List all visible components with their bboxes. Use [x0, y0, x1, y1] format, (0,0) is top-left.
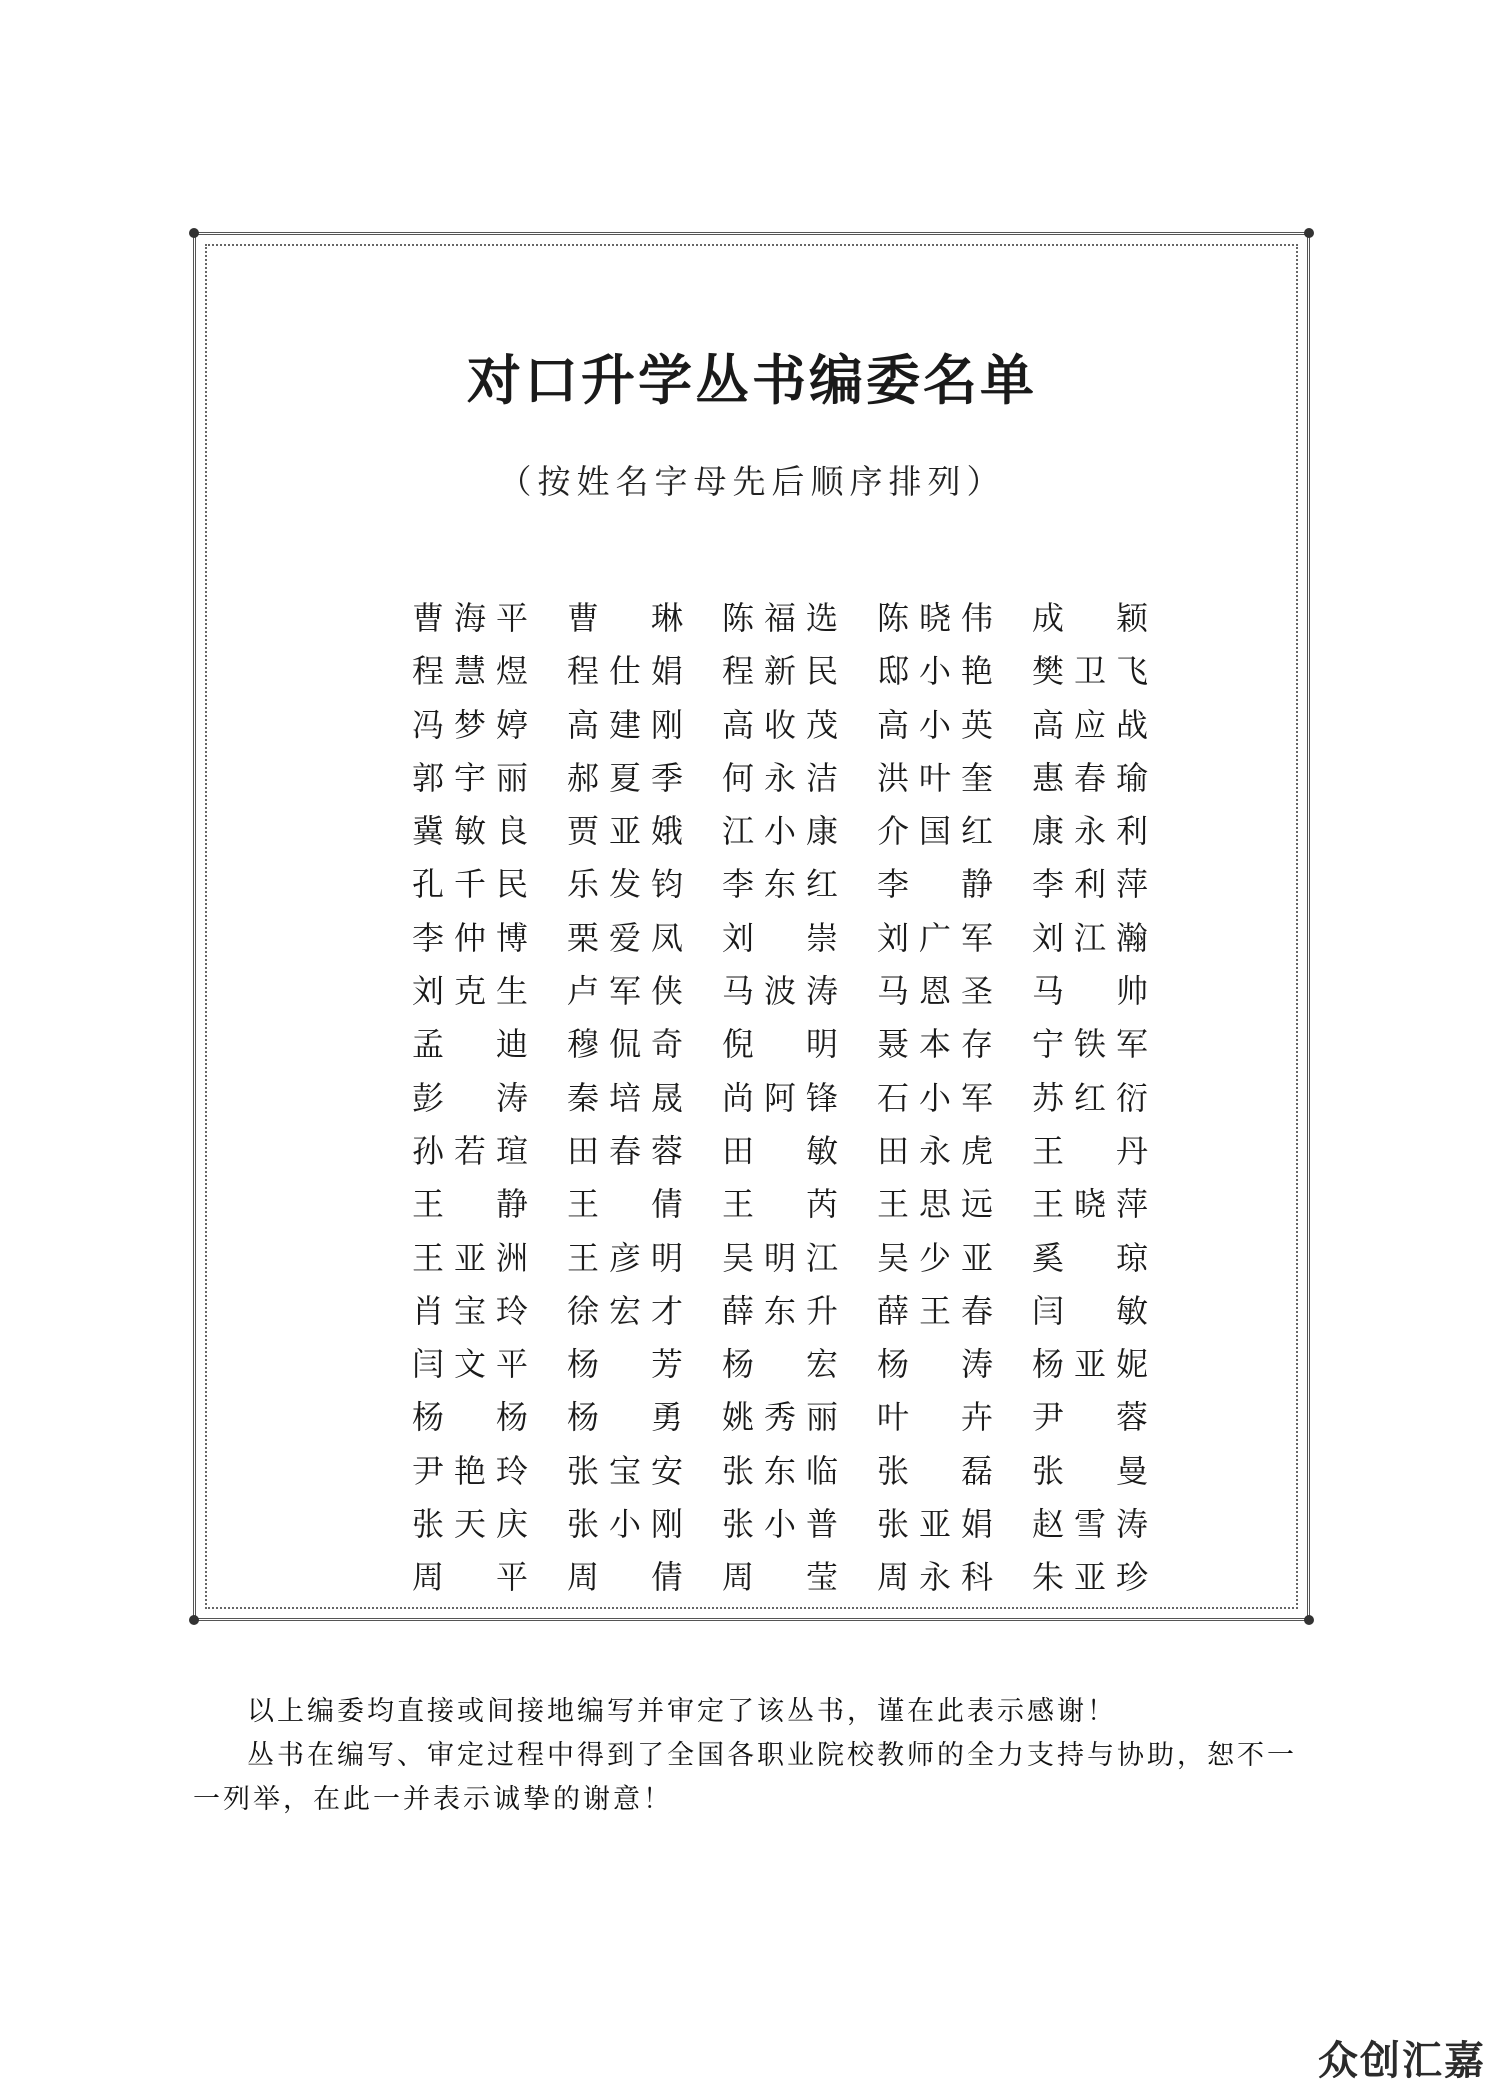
board-member-name: 赵 雪 涛 — [1032, 1505, 1148, 1544]
board-member-name: 卢 军 侠 — [567, 972, 683, 1011]
board-member-name: 薛 东 升 — [722, 1291, 838, 1330]
board-member-name: 苏 红 衍 — [1032, 1078, 1148, 1117]
board-member-name: 郝 夏 季 — [567, 758, 683, 797]
board-member-name: 闫 敏 — [1032, 1291, 1148, 1330]
board-member-name: 张 曼 — [1032, 1451, 1148, 1490]
board-member-name: 陈 晓 伟 — [877, 599, 993, 637]
board-member-name: 穆 侃 奇 — [567, 1025, 683, 1064]
board-member-name: 姚 秀 丽 — [722, 1398, 838, 1437]
board-member-name: 倪 明 — [722, 1025, 838, 1064]
board-member-name: 徐 宏 才 — [567, 1291, 683, 1330]
board-member-name: 王 丹 — [1032, 1131, 1148, 1170]
board-member-name: 薛 王 春 — [877, 1291, 993, 1330]
board-member-name: 杨 宏 — [722, 1345, 838, 1384]
board-member-name: 孙 若 瑄 — [412, 1131, 528, 1170]
board-member-name: 聂 本 存 — [877, 1025, 993, 1064]
board-member-name: 冯 梦 婷 — [412, 705, 528, 744]
board-member-name: 王 芮 — [722, 1185, 838, 1224]
board-member-name: 康 永 利 — [1032, 812, 1148, 851]
board-member-name: 程 仕 娟 — [567, 652, 683, 691]
board-member-name: 程 新 民 — [722, 652, 838, 691]
board-member-name: 高 应 战 — [1032, 705, 1148, 744]
board-member-name: 郭 宇 丽 — [412, 758, 528, 797]
board-member-name: 杨 杨 — [412, 1398, 528, 1437]
board-member-name: 张 磊 — [877, 1451, 993, 1490]
board-member-name: 闫 文 平 — [412, 1345, 528, 1384]
frame-corner-ornament — [189, 228, 199, 238]
board-member-name: 李 东 红 — [722, 865, 838, 904]
board-member-name: 杨 亚 妮 — [1032, 1345, 1148, 1384]
board-member-name: 周 平 — [412, 1558, 528, 1597]
board-member-name: 栗 爱 凤 — [567, 918, 683, 957]
board-member-name: 刘 广 军 — [877, 918, 993, 957]
board-member-name: 张 小 普 — [722, 1505, 838, 1544]
acknowledgement-paragraph-2: 丛书在编写、审定过程中得到了全国各职业院校教师的全力支持与协助，恕不一一列举，在此一并表示诚挚的谢意！ — [193, 1740, 1297, 1815]
board-member-name: 邸 小 艳 — [877, 652, 993, 691]
board-member-name: 王 思 远 — [877, 1185, 993, 1224]
board-member-name: 陈 福 选 — [722, 599, 838, 637]
board-member-name: 樊 卫 飞 — [1032, 652, 1148, 691]
board-member-name: 周 莹 — [722, 1558, 838, 1597]
board-member-name: 王 彦 明 — [567, 1238, 683, 1277]
board-member-name: 高 收 茂 — [722, 705, 838, 744]
board-member-name: 田 春 蓉 — [567, 1131, 683, 1170]
page-subtitle: （按姓名字母先后顺序排列） — [498, 462, 1006, 501]
board-member-name: 周 倩 — [567, 1558, 683, 1597]
board-member-name: 田 敏 — [722, 1131, 838, 1170]
board-member-name: 宁 铁 军 — [1032, 1025, 1148, 1064]
board-member-name: 李 仲 博 — [412, 918, 528, 957]
board-member-name: 彭 涛 — [412, 1078, 528, 1117]
frame-corner-ornament — [1304, 1615, 1314, 1625]
board-member-name: 刘 江 瀚 — [1032, 918, 1148, 957]
board-member-name: 杨 芳 — [567, 1345, 683, 1384]
board-member-name: 张 亚 娟 — [877, 1505, 993, 1544]
board-member-name: 张 宝 安 — [567, 1451, 683, 1490]
frame-corner-ornament — [1304, 228, 1314, 238]
publisher-watermark: 众创汇嘉 — [1318, 2038, 1486, 2084]
board-member-name: 介 国 红 — [877, 812, 993, 851]
board-member-name: 张 东 临 — [722, 1451, 838, 1490]
acknowledgement-paragraph-1: 以上编委均直接或间接地编写并审定了该丛书，谨在此表示感谢！ — [247, 1696, 1117, 1727]
board-member-name: 贾 亚 娥 — [567, 812, 683, 851]
board-member-name: 刘 崇 — [722, 918, 838, 957]
board-member-name: 孟 迪 — [412, 1025, 528, 1064]
board-member-name: 田 永 虎 — [877, 1131, 993, 1170]
board-member-name: 杨 勇 — [567, 1398, 683, 1437]
board-member-name: 乐 发 钧 — [567, 865, 683, 904]
board-member-name: 杨 涛 — [877, 1345, 993, 1384]
board-member-name: 江 小 康 — [722, 812, 838, 851]
board-member-name: 孔 千 民 — [412, 865, 528, 904]
board-member-name: 马 恩 圣 — [877, 972, 993, 1011]
board-member-name: 石 小 军 — [877, 1078, 993, 1117]
board-member-name: 秦 培 晟 — [567, 1078, 683, 1117]
board-member-name: 成 颖 — [1032, 599, 1148, 637]
board-member-name: 王 倩 — [567, 1185, 683, 1224]
board-member-name: 肖 宝 玲 — [412, 1291, 528, 1330]
board-member-name: 高 建 刚 — [567, 705, 683, 744]
board-member-name: 吴 明 江 — [722, 1238, 838, 1277]
board-member-name: 冀 敏 良 — [412, 812, 528, 851]
board-member-name: 曹 琳 — [567, 599, 683, 637]
board-member-name: 叶 卉 — [877, 1398, 993, 1437]
board-member-name: 尹 蓉 — [1032, 1398, 1148, 1437]
frame-corner-ornament — [189, 1615, 199, 1625]
board-member-name: 王 亚 洲 — [412, 1238, 528, 1277]
board-member-name: 程 慧 煜 — [412, 652, 528, 691]
page-title: 对口升学丛书编委名单 — [467, 349, 1037, 412]
board-member-name: 奚 琼 — [1032, 1238, 1148, 1277]
board-member-name: 何 永 洁 — [722, 758, 838, 797]
board-member-name: 马 波 涛 — [722, 972, 838, 1011]
board-member-name: 尚 阿 锋 — [722, 1078, 838, 1117]
board-member-name: 王 晓 萍 — [1032, 1185, 1148, 1224]
board-member-name: 张 小 刚 — [567, 1505, 683, 1544]
board-member-name: 高 小 英 — [877, 705, 993, 744]
board-member-name: 李 利 萍 — [1032, 865, 1148, 904]
board-member-name: 朱 亚 珍 — [1032, 1558, 1148, 1597]
board-member-name: 刘 克 生 — [412, 972, 528, 1011]
board-member-name: 马 帅 — [1032, 972, 1148, 1011]
board-member-name: 惠 春 瑜 — [1032, 758, 1148, 797]
board-member-name: 曹 海 平 — [412, 599, 528, 637]
board-member-name: 李 静 — [877, 865, 993, 904]
board-member-name: 王 静 — [412, 1185, 528, 1224]
board-member-name: 张 天 庆 — [412, 1505, 528, 1544]
board-member-name: 尹 艳 玲 — [412, 1451, 528, 1490]
board-member-name: 吴 少 亚 — [877, 1238, 993, 1277]
board-member-name: 洪 叶 奎 — [877, 758, 993, 797]
board-member-name: 周 永 科 — [877, 1558, 993, 1597]
acknowledgement-note — [193, 1690, 1323, 1822]
editorial-board-name-grid — [412, 592, 1187, 1605]
